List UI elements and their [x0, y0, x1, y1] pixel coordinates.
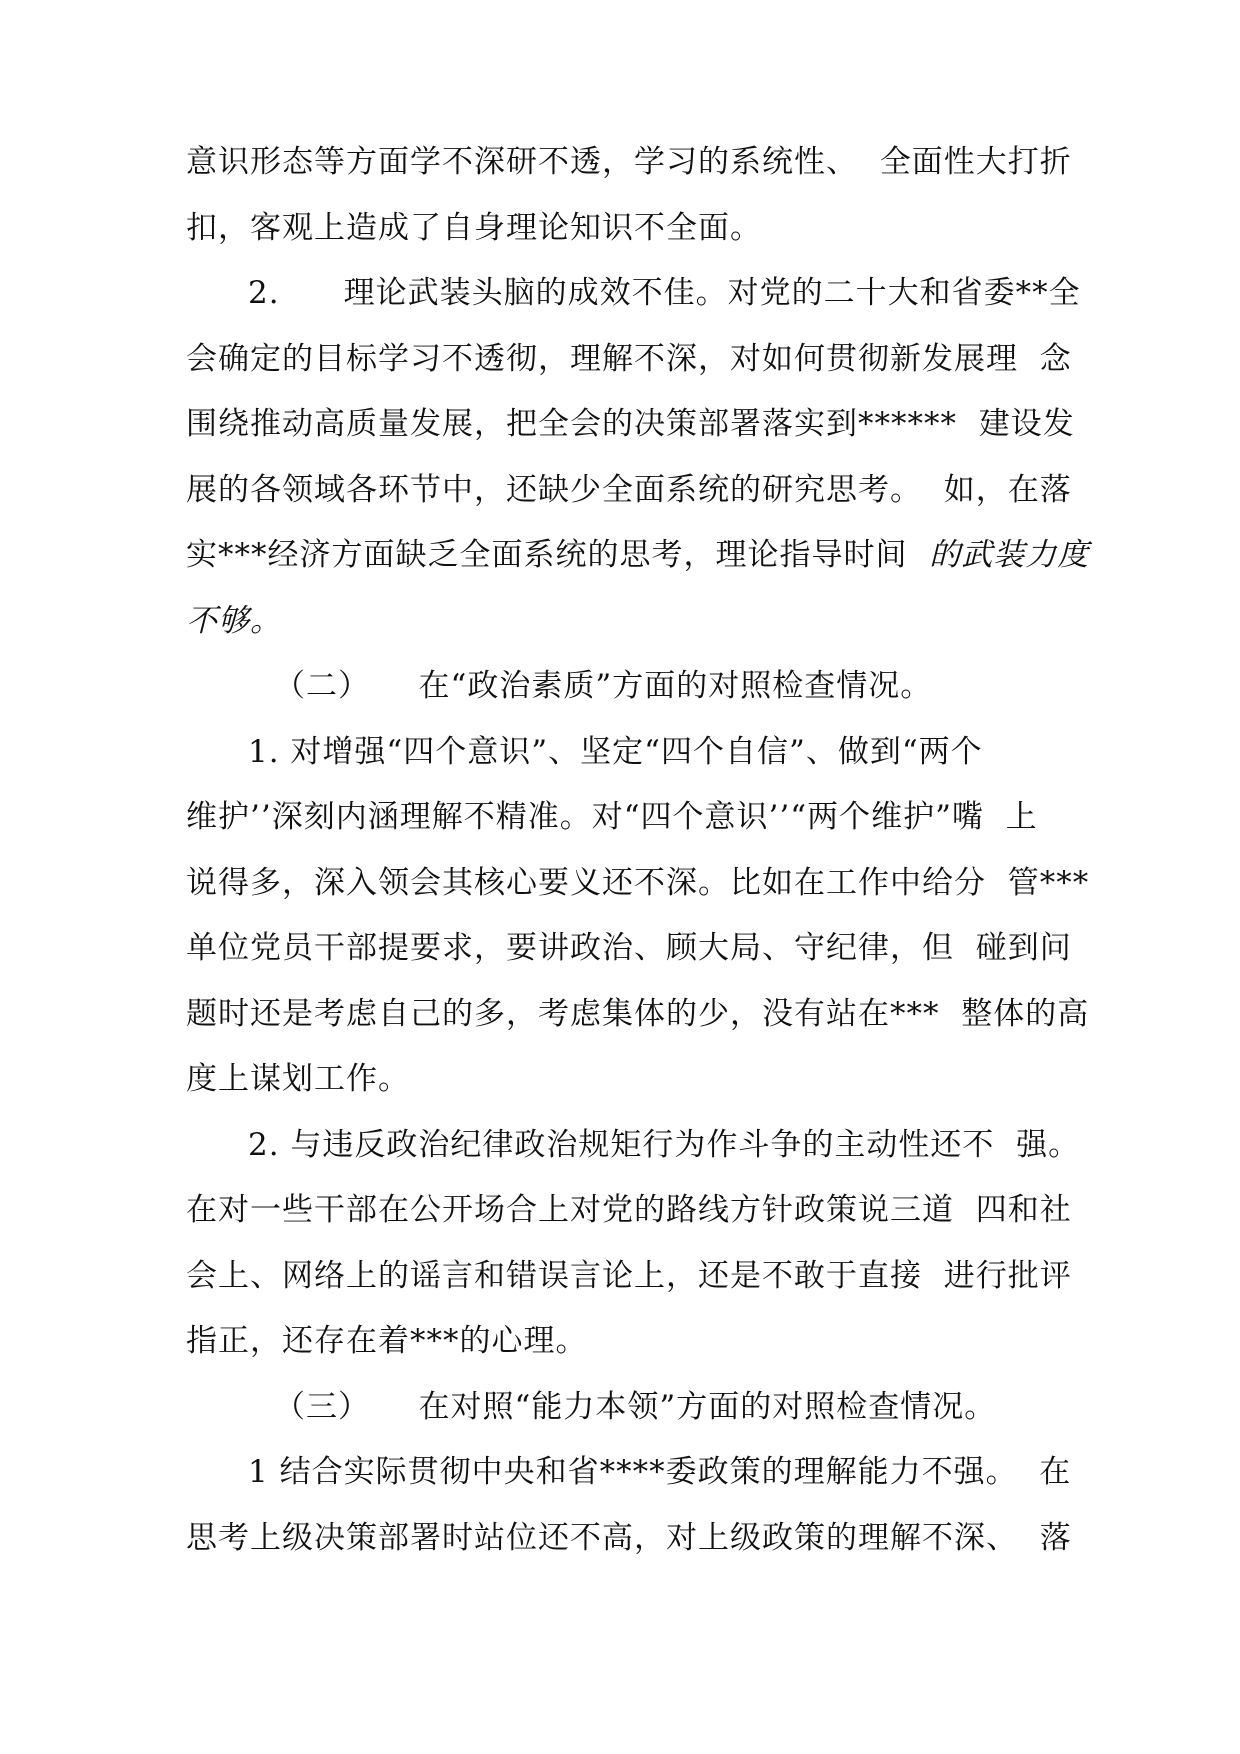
text-line: 2. 理论武装头脑的成效不佳。对党的二十大和省委**全	[248, 275, 1081, 311]
italic-text-segment: 的武装力度	[929, 537, 1090, 573]
text-line: 题时还是考虑自己的多，考虑集体的少，没有站在*** 整体的高	[186, 995, 1090, 1032]
text-line: 会上、网络上的谣言和错误言论上，还是不敢于直接 进行批评	[186, 1257, 1072, 1294]
text-line: 说得多，深入领会其核心要义还不深。比如在工作中给分 管***	[186, 864, 1090, 901]
text-line: 思考上级决策部署时站位还不高，对上级政策的理解不深、 落	[186, 1519, 1072, 1556]
text-segment: 实***经济方面缺乏全面系统的思考，理论指导时间	[186, 537, 930, 573]
text-line: 1. 对增强“四个意识”、坚定“四个自信”、做到“两个	[248, 733, 983, 770]
text-line	[186, 523, 1090, 589]
text-line: 展的各领域各环节中，还缺少全面系统的研究思考。 如，在落	[186, 471, 1072, 508]
text-line: 扣，客观上造成了自身理论知识不全面。	[186, 209, 762, 246]
text-line: 1 结合实际贯彻中央和省****委政策的理解能力不强。 在	[248, 1454, 1072, 1490]
document-body	[186, 130, 1090, 1571]
text-line: 度上谋划工作。	[186, 1061, 410, 1097]
text-line: 不够。	[186, 602, 282, 639]
text-line: 指正，还存在着***的心理。	[186, 1323, 588, 1359]
section-heading: （三） 在对照“能力本领”方面的对照检查情况。	[274, 1388, 997, 1425]
text-line: 单位党员干部提要求，要讲政治、顾大局、守纪律，但 碰到问	[186, 930, 1072, 966]
text-line: 围绕推动高质量发展，把全会的决策部署落实到****** 建设发	[186, 406, 1075, 442]
text-line: 在对一些干部在公开场合上对党的路线方针政策说三道 四和社	[186, 1192, 1072, 1228]
text-line: 2. 与违反政治纪律政治规矩行为作斗争的主动性还不 强。	[248, 1126, 1081, 1163]
text-line: 维护’’深刻内涵理解不精准。对“四个意识’’“两个维护”嘴 上	[186, 799, 1038, 835]
text-line: 会确定的目标学习不透彻，理解不深，对如何贯彻新发展理 念	[186, 340, 1072, 377]
section-heading: （二） 在“政治素质”方面的对照检查情况。	[274, 668, 933, 704]
text-line: 意识形态等方面学不深研不透，学习的系统性、 全面性大打折	[186, 144, 1072, 180]
